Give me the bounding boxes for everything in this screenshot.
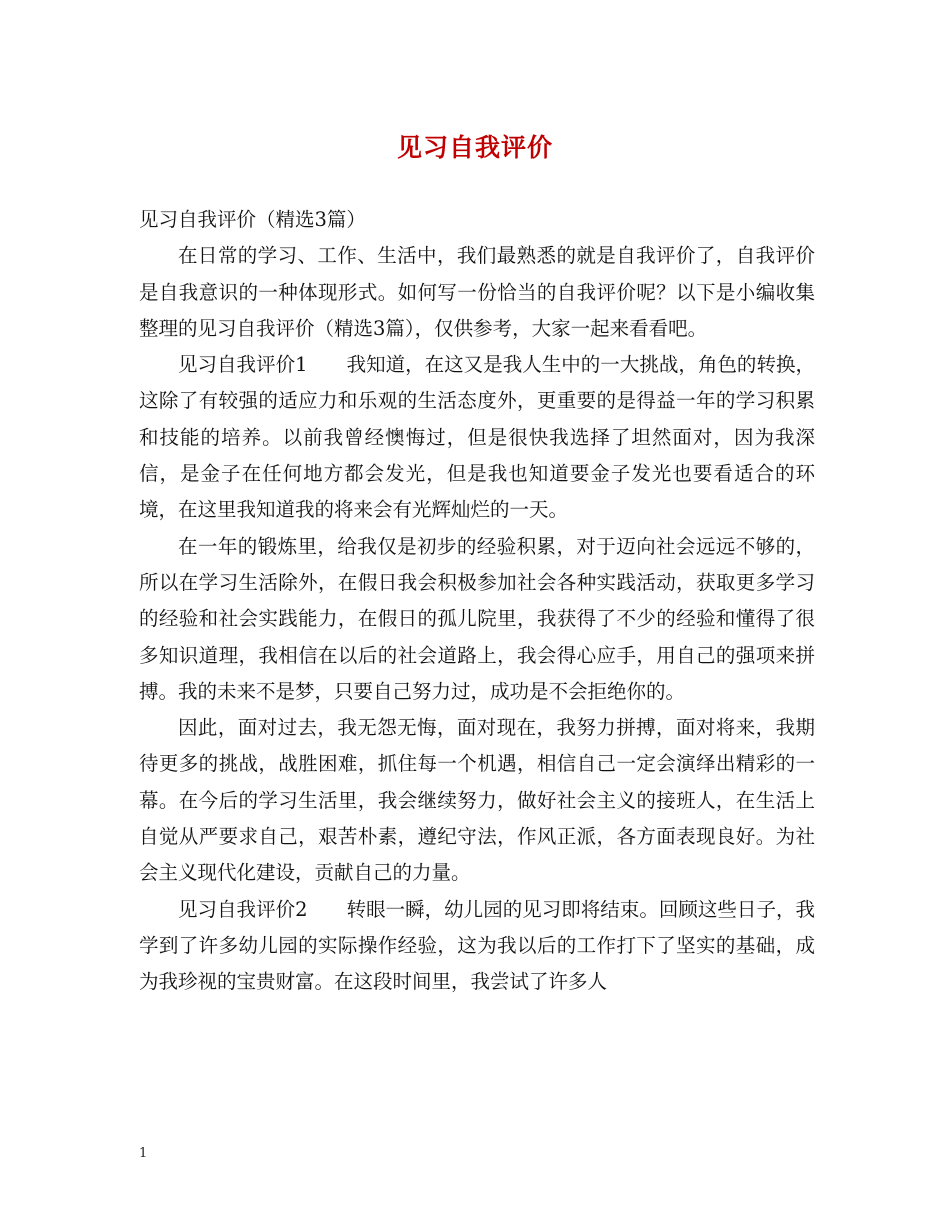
body-paragraph: 在一年的锻炼里，给我仅是初步的经验积累，对于迈向社会远远不够的，所以在学习生活除外，在假日我会积极参加社会各种实践活动，获取更多学习的经验和社会实践能力，在假日的孤儿院里，我获得了不少的经验和懂得了很多知识道理，我相信在以后的社会道路上，我会得心应手，用自己的强项来拼搏。我的未来不是梦，只要自己努力过，成功是不会拒绝你的。 <box>139 534 815 703</box>
body-paragraph: 见习自我评价2 转眼一瞬，幼儿园的见习即将结束。回顾这些日子，我学到了许多幼儿园的实际操作经验，这为我以后的工作打下了坚实的基础，成为我珍视的宝贵财富。在这段时间里，我尝试了许多人 <box>139 897 815 994</box>
body-paragraph: 见习自我评价（精选3篇） <box>139 208 366 231</box>
body-paragraph: 见习自我评价1 我知道，在这又是我人生中的一大挑战，角色的转换，这除了有较强的适应力和乐观的生活态度外，更重要的是得益一年的学习积累和技能的培养。以前我曾经懊悔过，但是很快我选择了坦然面对，因为我深信，是金子在任何地方都会发光，但是我也知道要金子发光也要看适合的环境，在这里我知道我的将来会有光辉灿烂的一天。 <box>139 353 815 522</box>
document-title: 见习自我评价 <box>396 133 553 162</box>
body-paragraph: 因此，面对过去，我无怨无悔，面对现在，我努力拼搏，面对将来，我期待更多的挑战，战胜困难，抓住每一个机遇，相信自己一定会演绎出精彩的一幕。在今后的学习生活里，我会继续努力，做好社会主义的接班人，在生活上自觉从严要求自己，艰苦朴素，遵纪守法，作风正派，各方面表现良好。为社会主义现代化建设，贡献自己的力量。 <box>139 716 815 885</box>
document-body <box>139 202 815 1001</box>
page-number: 1 <box>139 1146 148 1161</box>
body-paragraph: 在日常的学习、工作、生活中，我们最熟悉的就是自我评价了，自我评价是自我意识的一种体现形式。如何写一份恰当的自我评价呢？以下是小编收集整理的见习自我评价（精选3篇），仅供参考，大家一起来看看吧。 <box>139 244 815 340</box>
